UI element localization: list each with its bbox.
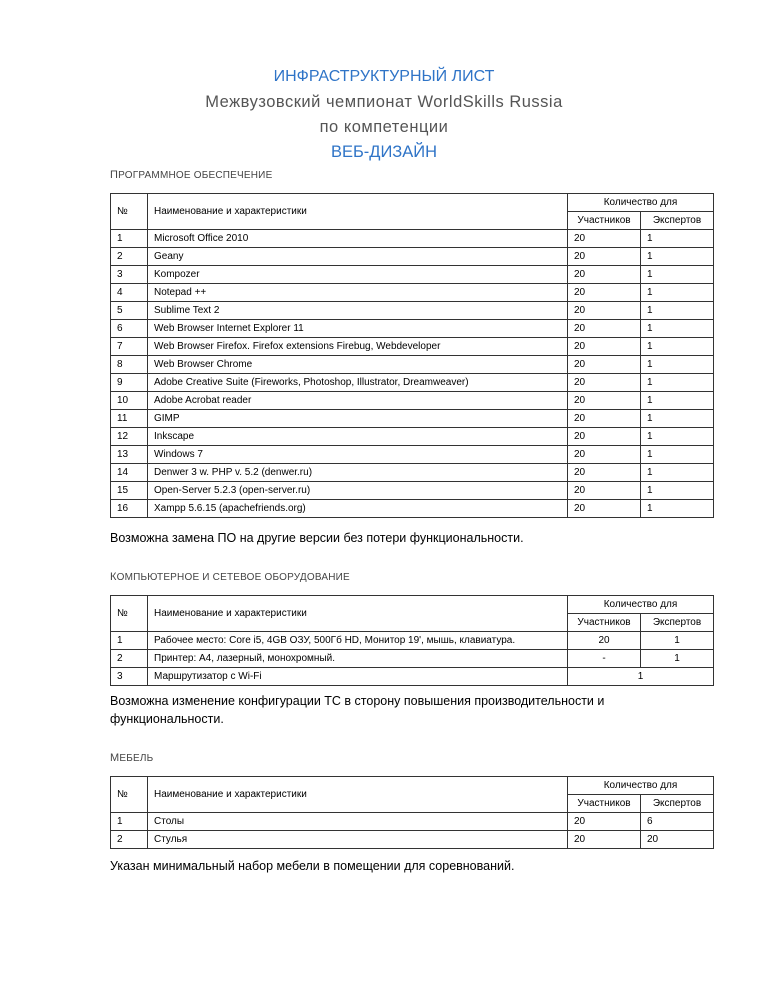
row-number-cell: 7 [111, 338, 148, 356]
row-number-cell: 2 [111, 650, 148, 668]
row-number-cell: 11 [111, 410, 148, 428]
table-row [111, 374, 714, 392]
row-experts-cell: 1 [641, 284, 714, 302]
row-name-cell: Adobe Acrobat reader [148, 392, 568, 410]
table-row [111, 302, 714, 320]
row-participants-cell: 20 [568, 632, 641, 650]
row-number-cell: 1 [111, 813, 148, 831]
row-number-cell: 2 [111, 831, 148, 849]
row-experts-cell: 20 [641, 831, 714, 849]
col-header-qty: Количество для [568, 596, 714, 614]
doc-subtitle-2: по компетенции [319, 118, 449, 136]
row-number-cell: 2 [111, 248, 148, 266]
row-number-cell: 1 [111, 632, 148, 650]
table-header-row [111, 596, 714, 614]
row-experts-cell: 1 [641, 338, 714, 356]
row-experts-cell: 1 [641, 482, 714, 500]
row-participants-cell: 20 [568, 374, 641, 392]
row-participants-cell: 20 [568, 500, 641, 518]
row-experts-cell: 1 [641, 392, 714, 410]
hardware-note: Возможна изменение конфигурации ТС в сторону повышения производительности и функциональности. [110, 694, 605, 726]
row-experts-cell: 6 [641, 813, 714, 831]
row-quantity-cell: 1 [568, 668, 714, 686]
row-participants-cell: 20 [568, 356, 641, 374]
table-row [111, 392, 714, 410]
table-row [111, 410, 714, 428]
section-title-software: ПРОГРАММНОЕ ОБЕСПЕЧЕНИЕ [110, 169, 273, 181]
table-row [111, 266, 714, 284]
row-number-cell: 1 [111, 230, 148, 248]
row-number-cell: 16 [111, 500, 148, 518]
table-row [111, 500, 714, 518]
row-experts-cell: 1 [641, 500, 714, 518]
col-header-participants: Участников [568, 614, 641, 632]
row-name-cell: Microsoft Office 2010 [148, 230, 568, 248]
row-participants-cell: 20 [568, 338, 641, 356]
row-number-cell: 4 [111, 284, 148, 302]
table-row [111, 338, 714, 356]
doc-title: ИНФРАСТРУКТУРНЫЙ ЛИСТ [273, 68, 495, 85]
row-participants-cell: 20 [568, 410, 641, 428]
row-name-cell: Web Browser Firefox. Firefox extensions Firebug, Webdeveloper [148, 338, 568, 356]
row-number-cell: 12 [111, 428, 148, 446]
table-row [111, 320, 714, 338]
row-name-cell: Notepad ++ [148, 284, 568, 302]
table-row [111, 428, 714, 446]
table-row [111, 668, 714, 686]
table-row [111, 230, 714, 248]
col-header-experts: Экспертов [641, 795, 714, 813]
row-experts-cell: 1 [641, 266, 714, 284]
furniture-table [110, 776, 714, 849]
row-name-cell: Web Browser Internet Explorer 11 [148, 320, 568, 338]
row-participants-cell: - [568, 650, 641, 668]
row-number-cell: 5 [111, 302, 148, 320]
doc-subtitle: Межвузовский чемпионат WorldSkills Russia [205, 93, 563, 111]
row-number-cell: 3 [111, 266, 148, 284]
row-participants-cell: 20 [568, 831, 641, 849]
col-header-qty: Количество для [568, 194, 714, 212]
col-header-no: № [111, 777, 148, 813]
software-table [110, 193, 714, 518]
row-name-cell: Рабочее место: Core i5, 4GB ОЗУ, 500Гб HD, Монитор 19', мышь, клавиатура. [148, 632, 568, 650]
col-header-experts: Экспертов [641, 212, 714, 230]
row-participants-cell: 20 [568, 464, 641, 482]
row-number-cell: 10 [111, 392, 148, 410]
row-number-cell: 6 [111, 320, 148, 338]
row-name-cell: Adobe Creative Suite (Fireworks, Photoshop, Illustrator, Dreamweaver) [148, 374, 568, 392]
row-name-cell: Xampp 5.6.15 (apachefriends.org) [148, 500, 568, 518]
table-row [111, 650, 714, 668]
row-experts-cell: 1 [641, 428, 714, 446]
row-participants-cell: 20 [568, 230, 641, 248]
row-experts-cell: 1 [641, 320, 714, 338]
software-note: Возможна замена ПО на другие версии без потери функциональности. [110, 531, 524, 545]
row-number-cell: 3 [111, 668, 148, 686]
table-header-row [111, 194, 714, 212]
row-experts-cell: 1 [641, 230, 714, 248]
table-row [111, 284, 714, 302]
col-header-name: Наименование и характеристики [148, 194, 568, 230]
col-header-experts: Экспертов [641, 614, 714, 632]
row-name-cell: Windows 7 [148, 446, 568, 464]
section-title-furniture: МЕБЕЛЬ [110, 752, 154, 764]
col-header-name: Наименование и характеристики [148, 596, 568, 632]
row-participants-cell: 20 [568, 248, 641, 266]
row-name-cell: Open-Server 5.2.3 (open-server.ru) [148, 482, 568, 500]
row-participants-cell: 20 [568, 428, 641, 446]
row-experts-cell: 1 [641, 374, 714, 392]
table-row [111, 446, 714, 464]
competence-title: ВЕБ-ДИЗАЙН [330, 143, 438, 161]
row-participants-cell: 20 [568, 392, 641, 410]
row-name-cell: Kompozer [148, 266, 568, 284]
table-row [111, 464, 714, 482]
row-number-cell: 8 [111, 356, 148, 374]
row-experts-cell: 1 [641, 464, 714, 482]
row-name-cell: Denwer 3 w. PHP v. 5.2 (denwer.ru) [148, 464, 568, 482]
row-name-cell: Столы [148, 813, 568, 831]
table-row [111, 831, 714, 849]
table-row [111, 248, 714, 266]
table-row [111, 813, 714, 831]
table-header-row [111, 777, 714, 795]
row-participants-cell: 20 [568, 320, 641, 338]
row-name-cell: Web Browser Chrome [148, 356, 568, 374]
row-participants-cell: 20 [568, 813, 641, 831]
section-title-hardware: КОМПЬЮТЕРНОЕ И СЕТЕВОЕ ОБОРУДОВАНИЕ [110, 571, 350, 583]
row-number-cell: 14 [111, 464, 148, 482]
hardware-table [110, 595, 714, 686]
row-participants-cell: 20 [568, 284, 641, 302]
row-name-cell: Inkscape [148, 428, 568, 446]
col-header-name: Наименование и характеристики [148, 777, 568, 813]
furniture-note: Указан минимальный набор мебели в помещении для соревнований. [110, 859, 515, 873]
table-row [111, 482, 714, 500]
row-name-cell: Принтер: А4, лазерный, монохромный. [148, 650, 568, 668]
row-participants-cell: 20 [568, 482, 641, 500]
row-number-cell: 13 [111, 446, 148, 464]
row-name-cell: Sublime Text 2 [148, 302, 568, 320]
row-experts-cell: 1 [641, 302, 714, 320]
row-participants-cell: 20 [568, 302, 641, 320]
row-experts-cell: 1 [641, 248, 714, 266]
table-row [111, 632, 714, 650]
row-experts-cell: 1 [641, 410, 714, 428]
row-experts-cell: 1 [641, 446, 714, 464]
row-name-cell: GIMP [148, 410, 568, 428]
row-name-cell: Стулья [148, 831, 568, 849]
col-header-participants: Участников [568, 795, 641, 813]
col-header-no: № [111, 596, 148, 632]
row-experts-cell: 1 [641, 650, 714, 668]
col-header-no: № [111, 194, 148, 230]
table-row [111, 356, 714, 374]
row-name-cell: Geany [148, 248, 568, 266]
row-experts-cell: 1 [641, 356, 714, 374]
row-experts-cell: 1 [641, 632, 714, 650]
row-number-cell: 9 [111, 374, 148, 392]
row-number-cell: 15 [111, 482, 148, 500]
col-header-participants: Участников [568, 212, 641, 230]
row-participants-cell: 20 [568, 266, 641, 284]
row-participants-cell: 20 [568, 446, 641, 464]
row-name-cell: Маршрутизатор с Wi-Fi [148, 668, 568, 686]
col-header-qty: Количество для [568, 777, 714, 795]
